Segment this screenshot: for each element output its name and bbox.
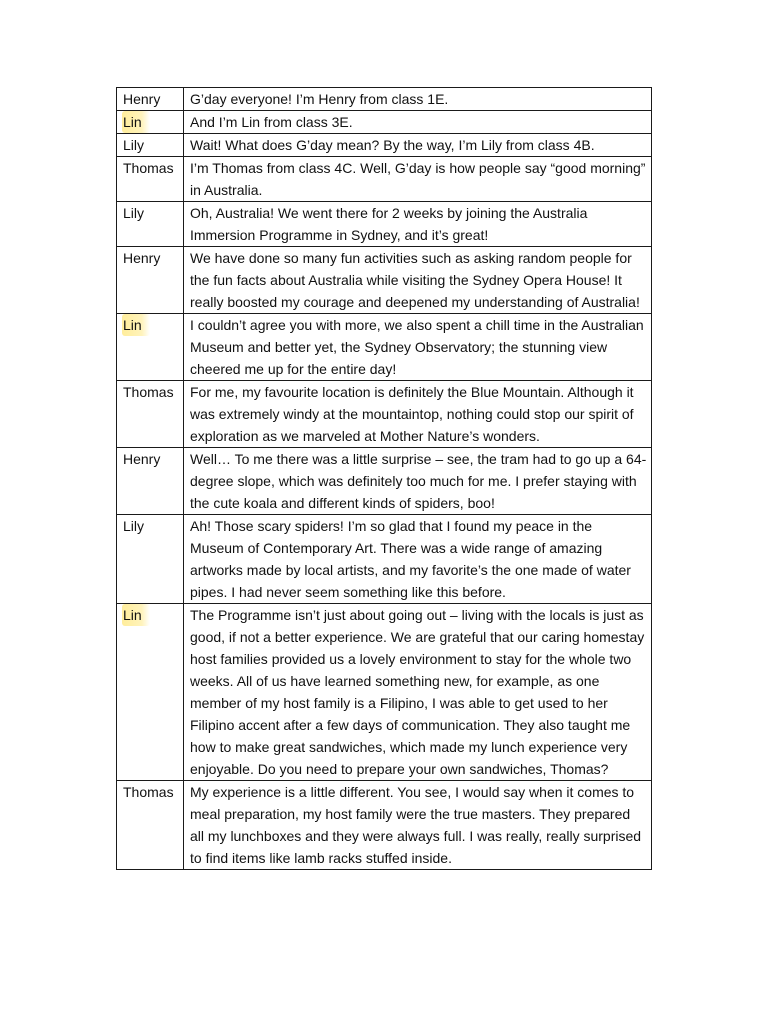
speaker-name-highlighted: Lin [122, 111, 150, 133]
speaker-cell [117, 448, 184, 515]
dialogue-text: For me, my favourite location is definitely the Blue Mountain. Although it was extremely windy at the mountaintop, nothing could stop our spirit of exploration as we marveled at Mother Nature’s wonders. [184, 381, 652, 448]
speaker-cell [117, 157, 184, 202]
dialogue-row [117, 247, 652, 314]
dialogue-row [117, 88, 652, 111]
speaker-name: Lily [123, 518, 145, 534]
speaker-cell [117, 111, 184, 134]
dialogue-row [117, 134, 652, 157]
dialogue-row [117, 781, 652, 870]
dialogue-text: And I’m Lin from class 3E. [184, 111, 652, 134]
speaker-name: Henry [123, 250, 161, 266]
speaker-name: Henry [123, 451, 161, 467]
dialogue-row [117, 515, 652, 604]
speaker-cell [117, 781, 184, 870]
speaker-name: Henry [123, 91, 161, 107]
dialogue-table [116, 87, 652, 870]
dialogue-row [117, 314, 652, 381]
speaker-name-highlighted: Lin [122, 604, 150, 626]
dialogue-text: I couldn’t agree you with more, we also spent a chill time in the Australian Museum and better yet, the Sydney Observatory; the stunning view cheered me up for the entire day! [184, 314, 652, 381]
dialogue-text: The Programme isn’t just about going out – living with the locals is just as good, if not a better experience. We are grateful that our caring homestay host families provided us a lovely environment to stay for the whole two weeks. All of us have learned something new, for example, as one member of my host family is a Filipino, I was able to get used to her Filipino accent after a few days of communication. They also taught me how to make great sandwiches, which made my lunch experience very enjoyable. Do you need to prepare your own sandwiches, Thomas? [184, 604, 652, 781]
speaker-cell [117, 604, 184, 781]
dialogue-row [117, 381, 652, 448]
speaker-name: Thomas [123, 784, 174, 800]
speaker-cell [117, 247, 184, 314]
dialogue-row [117, 157, 652, 202]
dialogue-text: We have done so many fun activities such as asking random people for the fun facts about Australia while visiting the Sydney Opera House! It really boosted my courage and deepened my understanding of Australia! [184, 247, 652, 314]
dialogue-row [117, 604, 652, 781]
speaker-name: Thomas [123, 384, 174, 400]
dialogue-text: My experience is a little different. You see, I would say when it comes to meal preparation, my host family were the true masters. They prepared all my lunchboxes and they were always full. I was really, really surprised to find items like lamb racks stuffed inside. [184, 781, 652, 870]
speaker-cell [117, 314, 184, 381]
dialogue-row [117, 448, 652, 515]
speaker-name-highlighted: Lin [122, 314, 150, 336]
speaker-cell [117, 381, 184, 448]
speaker-name: Lily [123, 205, 145, 221]
speaker-name: Thomas [123, 160, 174, 176]
dialogue-text: G’day everyone! I’m Henry from class 1E. [184, 88, 652, 111]
speaker-cell [117, 88, 184, 111]
speaker-cell [117, 515, 184, 604]
speaker-cell [117, 134, 184, 157]
dialogue-text: Ah! Those scary spiders! I’m so glad that I found my peace in the Museum of Contemporary Art. There was a wide range of amazing artworks made by local artists, and my favorite’s the one made of water pipes. I had never seem something like this before. [184, 515, 652, 604]
dialogue-row [117, 111, 652, 134]
dialogue-text: Wait! What does G’day mean? By the way, I’m Lily from class 4B. [184, 134, 652, 157]
dialogue-text: Oh, Australia! We went there for 2 weeks by joining the Australia Immersion Programme in Sydney, and it’s great! [184, 202, 652, 247]
speaker-cell [117, 202, 184, 247]
dialogue-text: Well… To me there was a little surprise – see, the tram had to go up a 64-degree slope, which was definitely too much for me. I prefer staying with the cute koala and different kinds of spiders, boo! [184, 448, 652, 515]
speaker-name: Lily [123, 137, 145, 153]
dialogue-row [117, 202, 652, 247]
dialogue-text: I’m Thomas from class 4C. Well, G’day is how people say “good morning” in Australia. [184, 157, 652, 202]
